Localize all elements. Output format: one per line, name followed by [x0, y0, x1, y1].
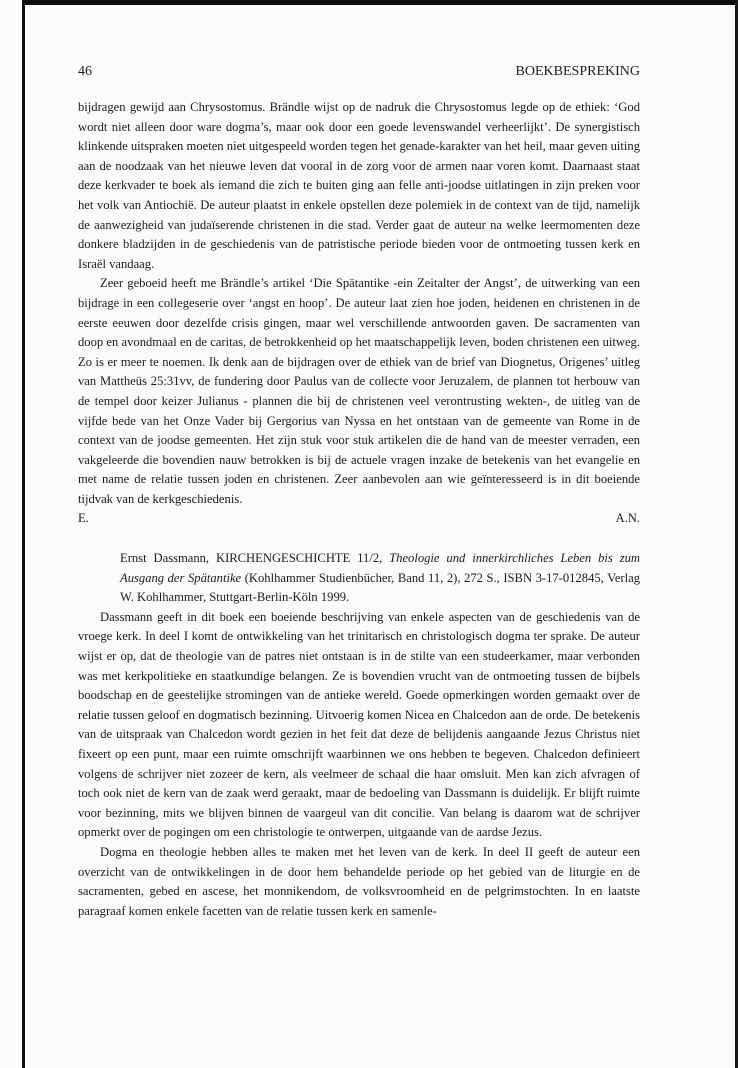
citation-author: Ernst Dassmann, KIRCHENGESCHICHTE 11/2,	[120, 551, 390, 566]
running-header	[78, 62, 640, 82]
review1-signature	[78, 509, 640, 529]
scan-edge-left	[22, 0, 25, 1068]
signature-left: E.	[78, 511, 89, 526]
citation-title: Theologie und innerkirchliches Leben bis zum Ausgang der Spätantike	[120, 551, 640, 585]
book-citation	[120, 549, 640, 608]
scan-edge-top	[22, 0, 738, 5]
running-title: BOEKBESPREKING	[515, 64, 640, 79]
citation-publication: (Kohlhammer Studienbücher, Band 11, 2), 272 S., ISBN 3-17-012845, Verlag W. Kohlhammer, Stuttgart-Berlin-Köln 1999.	[120, 570, 641, 605]
review1-paragraph-2: Zeer geboeid heeft me Brändle’s artikel ‘Die Spätantike -ein Zeitalter der Angst’, de uitwerking van een bijdrage in een collegeserie over ‘angst en hoop’. De auteur laat zien hoe joden, heidenen en christenen in de eerste eeuwen door dezelfde crisis gingen, maar wel verschillende antwoorden gaven. De sacramenten van doop en avondmaal en de caritas, de betrokkenheid op het maatschappelijk leven, boden christenen een uitweg. Zo is er meer te noemen. Ik denk aan de bijdragen over de ethiek van de brief van Diognetus, Origenes’ uitleg van Mattheüs 25:31vv, de fundering door Paulus van de collecte voor Jeruzalem, de plannen tot herbouw van de tempel door keizer Julianus - plannen die bij de christenen veel verontrusting wekten-, de uitleg van de vijfde bede van het Onze Vader bij Gergorius van Nyssa en het ontstaan van de gemeente van Rome in de context van de joodse gemeenten. Het zijn stuk voor stuk artikelen die de hand van de meester verraden, een vakgeleerde die bovendien nauw betrokken is bij de actuele vragen inzake de betekenis van het evangelie en met name de relatie tussen joden en christenen. Zeer aanbevolen aan wie geïnteresseerd is in dit boeiende tijdvak van de kerkgeschiedenis.	[78, 276, 640, 506]
review1-paragraph-1: bijdragen gewijd aan Chrysostomus. Brändle wijst op de nadruk die Chrysostomus legde op de ethiek: ‘God wordt niet alleen door ware dogma’s, maar ook door een goede levenswandel verheerlijkt’. De synergistisch klinkende uitspraken moeten niet uitgespeeld worden tegen het genade-karakter van het heil, maar geven uiting aan de noodzaak van het nieuwe leven dat vooral in de zorg voor de armen naar voren komt. Daarnaast staat deze kerkvader te boek als iemand die zich te buiten ging aan felle anti-joodse uitlatingen in zijn preken voor het volk van Antiochië. De auteur plaatst in enkele opstellen deze polemiek in de context van de tijd, namelijk de aanwezigheid van judaïserende christenen in die stad. Verder gaat de auteur na welke leermomenten deze donkere bladzijden in de geschiedenis van de patristische periode bieden voor de ontmoeting tussen kerk en Israël vandaag.	[78, 100, 640, 271]
review2-paragraph-1: Dassmann geeft in dit boek een boeiende beschrijving van enkele aspecten van de geschiedenis van de vroege kerk. In deel I komt de ontwikkeling van het trinitarisch en christologisch dogma ter sprake. De auteur wijst er op, dat de theologie van de patres niet ontstaan is in de stilte van een studeerkamer, maar verbonden was met kerkpolitieke en staatkundige belangen. Ze is bovendien vrucht van de ontmoeting tussen de bijbels boodschap en de geestelijke stromingen van de antieke wereld. Goede opmerkingen worden gemaakt over de relatie tussen geloof en dogmatisch bezinning. Uitvoerig komen Nicea en Chalcedon aan de orde. De betekenis van de uitspraak van Chalcedon wordt gezien in het feit dat deze de belijdenis aangaande Jezus Christus niet fixeert op een punt, maar een ruimte omschrijft waarbinnen we ons hebben te begeven. Chalcedon definieert volgens de schrijver niet zozeer de kern, als veelmeer de schaal die haar omsluit. Men kan zich afvragen of toch ook niet de kern van de zaak werd geraakt, maar de bedoeling van Dassmann is duidelijk. Er blijft ruimte voor bezinning, mits we blijven binnen de vaargeul van dit concilie. Van belang is daarom wat de schrijver opmerkt over de pogingen om een christologie te ontwerpen, uitgaande van de aardse Jezus.	[78, 609, 640, 840]
book-page	[78, 62, 640, 921]
signature-right: A.N.	[615, 511, 640, 526]
page-number: 46	[78, 64, 92, 79]
review2-paragraph-2: Dogma en theologie hebben alles te maken met het leven van de kerk. In deel II geeft de auteur een overzicht van de ontwikkelingen in de door hem behandelde periode op het gebied van de liturgie en de sacramenten, gebed en ascese, het monnikendom, de volksvroomheid en de pelgrimstochten. In en laatste paragraaf komen enkele facetten van de relatie tussen kerk en samenle-	[78, 844, 640, 918]
